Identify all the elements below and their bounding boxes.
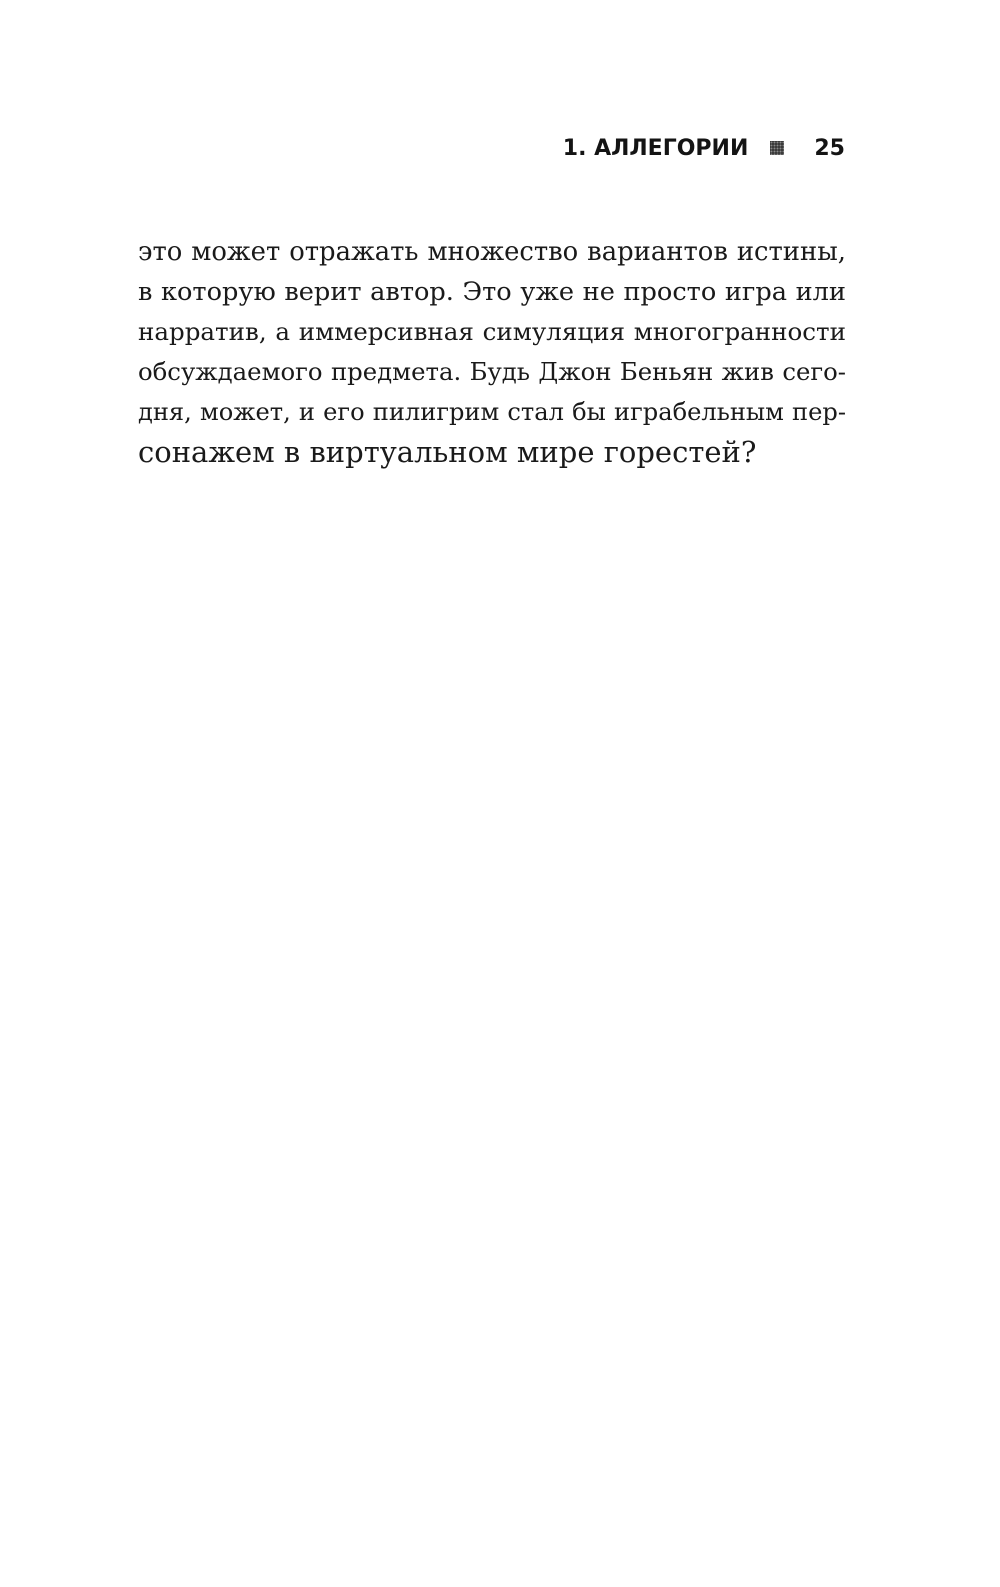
page-number: 25 (814, 135, 845, 161)
text-line: сонажем в виртуальном мире горестей? (138, 435, 757, 469)
text-line: обсуждаемого предмета. Будь Джон Беньян жив сего- (138, 357, 846, 386)
running-head (563, 131, 845, 165)
text-line: это может отражать множество вариантов истины, (138, 237, 846, 267)
paragraph (138, 232, 846, 472)
text-line: дня, может, и его пилигрим стал бы играбельным пер- (138, 398, 846, 426)
text-line: в которую верит автор. Это уже не просто игра или (138, 277, 846, 307)
square-ornament-icon (770, 141, 784, 155)
text-line: нарратив, а иммерсивная симуляция многогранности (138, 317, 846, 346)
chapter-title: 1. АЛЛЕГОРИИ (562, 135, 749, 161)
